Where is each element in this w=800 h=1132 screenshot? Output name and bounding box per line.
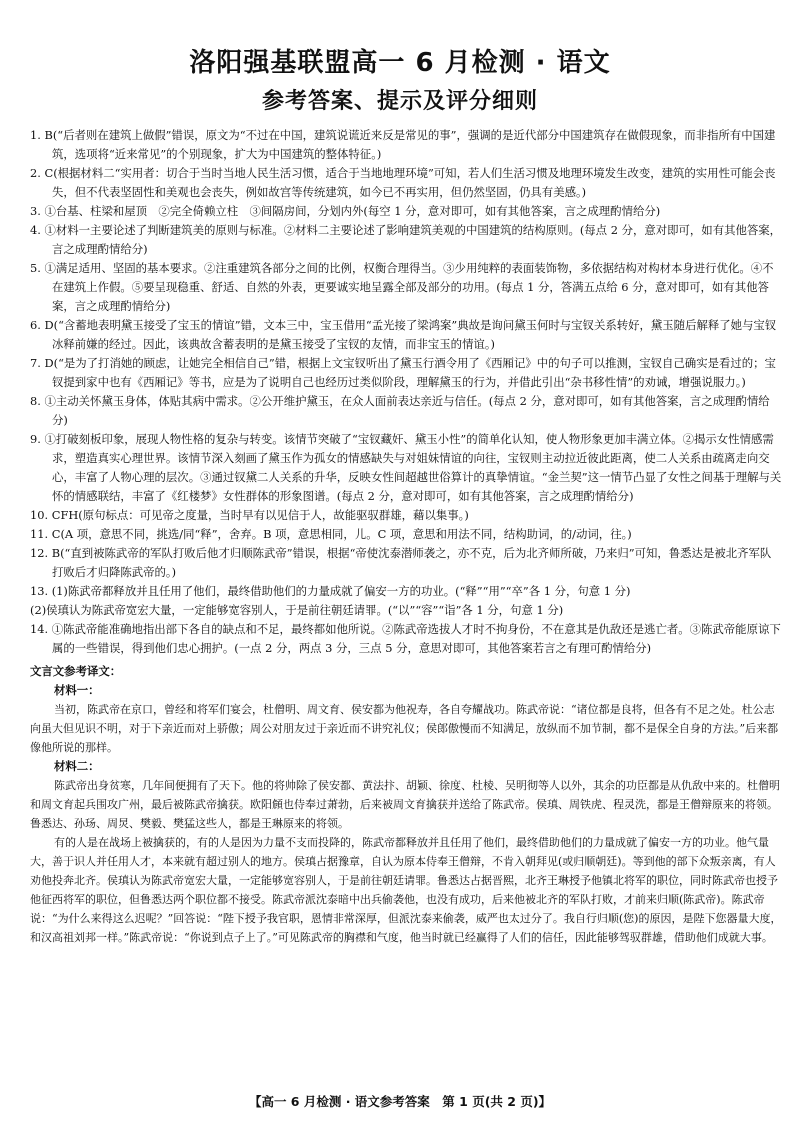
material-1-label: 材料一：: [54, 683, 100, 697]
answer-13-part1: 13. (1)陈武帝都释放并且任用了他们，最终借助他们的力量成就了偏安一方的功业。(“释”“用”“卒”各 1 分，句意 1 分): [30, 584, 631, 598]
answer-3: 3. ①台基、柱梁和屋顶 ②完全倚赖立柱 ③间隔房间，分划内外(每空 1 分，意对即可，如有其他答案，言之成理酌情给分): [30, 204, 661, 218]
answer-7: 7. D(“是为了打消她的顾虑，让她完全相信自己”错，根据上文宝钗听出了黛玉行酒令用了《西厢记》中的句子可以推测，宝钗自己确实是看过的；宝钗提到家中也有《西厢记》等书，应是为了说明自己也经历过类似阶段，理解黛玉的行为，并借此引出“杂书移性情”的劝诫，增强说服力。): [30, 356, 776, 389]
answer-4: 4. ①材料一主要论述了判断建筑美的原则与标准。②材料二主要论述了影响建筑美观的中国建筑的结构原则。(每点 2 分，意对即可，如有其他答案，言之成理酌情给分): [30, 223, 782, 256]
answer-10: 10. CFH(原句标点：可见帝之度量，当时早有以见信于人，故能驱驭群雄，藉以集事。): [30, 508, 469, 522]
page-subtitle: 参考答案、提示及评分细则: [261, 89, 538, 114]
answer-1: 1. B(“后者则在建筑上做假”错误，原文为“不过在中国，建筑说谎近来反是常见的事”，强调的是近代部分中国建筑存在做假现象，而非指所有中国建筑，选项将“近来常见”的个别现象，扩大为中国建筑的整体特征。): [30, 128, 776, 161]
material-2-label: 材料二：: [54, 759, 100, 773]
answer-11: 11. C(A 项，意思不同，挑选/同“释”，舍弃。B 项，意思相同，儿。C 项，意思和用法不同，结构助词，的/动词，往。): [30, 527, 632, 541]
answer-9: 9. ①打破刻板印象，展现人物性格的复杂与转变。该情节突破了“宝钗藏奸、黛玉小性”的简单化认知，使人物形象更加丰满立体。②揭示女性情感需求，塑造真实心理世界。该情节深入刻画了黛玉作为孤女的情感缺失与对姐妹情谊的向往，宝钗则主动拉近彼此距离，使二人关系由疏离走向交心，丰富了人物心理的层次。③通过钗黛二人关系的升华，反映女性间超越世俗算计的真挚情谊。“金兰契”这一情节凸显了女性之间基于理解与关怀的情感联结，丰富了《红楼梦》女性群体的形象图谱。(每点 2 分，意对即可，如有其他答案，言之成理酌情给分): [30, 432, 782, 503]
answer-6: 6. D(“含蓄地表明黛玉接受了宝玉的情谊”错，文本三中，宝玉借用“孟光接了梁鸿案”典故是询问黛玉何时与宝钗关系转好，黛玉随后解释了她与宝钗冰释前嫌的经过。因此，该典故含蓄表明的是黛玉接受了宝钗的友情，而非宝玉的情谊。): [30, 318, 777, 351]
translation-heading: 文言文参考译文：: [30, 664, 122, 678]
answer-5: 5. ①满足适用、坚固的基本要求。②注重建筑各部分之间的比例，权衡合理得当。③少用纯粹的表面装饰物，多依据结构对构材本身进行优化。④不在建筑上作假。⑤要呈现稳重、舒适、自然的外表，更要诚实地呈露全部及部分的功用。(每点 1 分，答满五点给 6 分，意对即可，如有其他答案，言之成理酌情给分): [30, 261, 774, 313]
material-2-text: 陈武帝出身贫寒，几年间便拥有了天下。他的将帅除了侯安都、黄法抃、胡颖、徐度、杜棱、吴明彻等人以外，其余的功臣都是从仇敌中来的。杜僧明和周文育起兵围攻广州，最后被陈武帝擒获。欧阳頠也侍奉过萧勃，后来被周文育擒获并送给了陈武帝。侯瑱、周铁虎、程灵洗，都是王僧辩原来的将领。鲁悉达、孙玚、周炅、樊毅、樊猛这些人，都是王琳原来的将领。: [30, 779, 780, 830]
page-footer: 【高一 6 月检测 · 语文参考答案 第 1 页(共 2 页)】: [248, 1094, 552, 1109]
answer-8: 8. ①主动关怀黛玉身体，体贴其病中需求。②公开维护黛玉，在众人面前表达亲近与信任。(每点 2 分，意对即可，如有其他答案，言之成理酌情给分): [30, 394, 770, 427]
answer-14: 14. ①陈武帝能准确地指出部下各自的缺点和不足，最终都如他所说。②陈武帝选拔人才时不拘身份，不在意其是仇敌还是逃亡者。③陈武帝能原谅下属的一些错误，得到他们忠心拥护。(一点 2 分，两点 3 分，三点 5 分，意思对即可，其他答案若言之有理可酌情给分): [30, 622, 781, 655]
material-2-text-continued: 有的人是在战场上被擒获的，有的人是因为力量不支而投降的，陈武帝都释放并且任用了他们，最终借助他们的力量成就了偏安一方的功业。他气量大，善于识人并任用人才，本来就有超过别人的地方。侯瑱占据豫章，自认为原本侍奉王僧辩，不肯入朝拜见(或归顺朝廷)。等到他的部下众叛亲离，有人劝他投奔北齐。侯瑱认为陈武帝宽宏大量，一定能够宽容别人，于是前往朝廷请罪。鲁悉达占据晋熙，北齐王琳授予他镇北将军的职位，同时陈武帝也授予他征西将军的职位，但鲁悉达两个职位都不接受。陈武帝派沈泰暗中出兵偷袭他，也没有成功，后来他被北齐的军队打败，才前来归顺(陈武帝)。陈武帝说：“为什么来得这么迟呢？”回答说：“陛下授予我官职，恩情非常深厚，但派沈泰来偷袭，威严也太过分了。我自行归顺(您)的原因，是陛下您器量大度，和汉高祖刘邦一样。”陈武帝说：“你说到点子上了。”可见陈武帝的胸襟和气度，他当时就已经赢得了人们的信任，因此能够驾驭群雄，借助他们成就大事。: [30, 836, 782, 944]
page-title: 洛阳强基联盟高一 6 月检测 · 语文: [189, 48, 611, 78]
answer-13-part2: (2)侯瑱认为陈武帝宽宏大量，一定能够宽容别人，于是前往朝廷请罪。(“以”“容”“诣”各 1 分，句意 1 分): [30, 603, 564, 617]
material-1-text: 当初，陈武帝在京口，曾经和将军们宴会，杜僧明、周文育、侯安都为他祝寿，各自夸耀战功。陈武帝说：“诸位都是良将，但各有不足之处。杜公志向虽大但见识不明，对于下亲近而对上骄傲；周公对朋友过于亲近而不讲究礼仪；侯郎傲慢而不知满足，放纵而不加节制，都不是保全自身的方法。”后来都像他所说的那样。: [30, 703, 779, 754]
answer-body: [30, 126, 782, 947]
answer-2: 2. C(根据材料二“实用者：切合于当时当地人民生活习惯，适合于当地地理环境”可知，若人们生活习惯及地理环境发生改变，建筑的实用性可能会丧失，但不代表坚固性和美观也会丧失，例如故宫等传统建筑，如今已不再实用，但仍然坚固，仍具有美感。): [30, 166, 776, 199]
answer-12: 12. B(“直到被陈武帝的军队打败后他才归顺陈武帝”错误，根据“帝使沈泰潜师袭之，亦不克，后为北齐师所破，乃来归”可知，鲁悉达是被北齐军队打败后才归降陈武帝的。): [30, 546, 772, 579]
